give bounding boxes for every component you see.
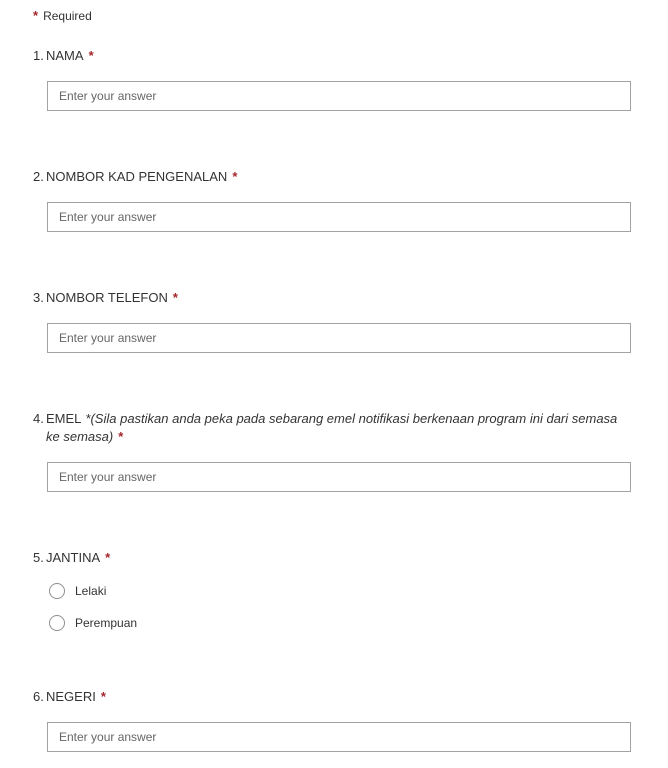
- choice-option-label[interactable]: Lelaki: [75, 584, 107, 598]
- nombor-kad-pengenalan-input[interactable]: [47, 202, 631, 232]
- required-note-label: Required: [43, 9, 92, 23]
- required-asterisk: *: [100, 689, 106, 704]
- question-title-wrap: [46, 410, 631, 446]
- question-jantina: [33, 549, 631, 631]
- choice-option-lelaki[interactable]: [49, 583, 631, 599]
- question-title-wrap: [46, 47, 631, 65]
- question-label: [33, 688, 631, 706]
- question-number: 4.: [33, 411, 44, 426]
- required-asterisk: *: [172, 290, 178, 305]
- required-asterisk: *: [232, 169, 238, 184]
- question-label: [33, 47, 631, 65]
- nombor-telefon-input[interactable]: [47, 323, 631, 353]
- radio-icon[interactable]: [49, 583, 65, 599]
- question-nama: [33, 47, 631, 111]
- choice-option-label[interactable]: Perempuan: [75, 616, 138, 630]
- question-title: EMEL: [46, 411, 82, 426]
- required-note: [33, 8, 631, 24]
- question-emel: [33, 410, 631, 492]
- question-title-wrap: [46, 168, 631, 186]
- question-title: JANTINA: [46, 550, 101, 565]
- question-title: NEGERI: [46, 689, 96, 704]
- negeri-input[interactable]: [47, 722, 631, 752]
- required-asterisk: *: [105, 550, 111, 565]
- question-nombor-telefon: [33, 289, 631, 353]
- question-label: [33, 410, 631, 446]
- question-nombor-kad-pengenalan: [33, 168, 631, 232]
- question-title-wrap: [46, 289, 631, 307]
- question-number: 2.: [33, 169, 44, 184]
- required-asterisk: *: [118, 429, 124, 444]
- question-title: NOMBOR KAD PENGENALAN: [46, 169, 228, 184]
- question-title: NOMBOR TELEFON: [46, 290, 168, 305]
- question-label: [33, 289, 631, 307]
- question-number: 6.: [33, 689, 44, 704]
- required-asterisk: *: [88, 48, 94, 63]
- question-note: *(Sila pastikan anda peka pada sebarang emel notifikasi berkenaan program ini dari semasa ke semasa): [46, 411, 618, 444]
- question-title-wrap: [46, 688, 631, 706]
- required-asterisk: *: [33, 8, 39, 23]
- question-negeri: [33, 688, 631, 752]
- question-number: 1.: [33, 48, 44, 63]
- question-number: 3.: [33, 290, 44, 305]
- question-label: [33, 168, 631, 186]
- question-title-wrap: [46, 549, 631, 567]
- nama-input[interactable]: [47, 81, 631, 111]
- choice-option-perempuan[interactable]: [49, 615, 631, 631]
- emel-input[interactable]: [47, 462, 631, 492]
- question-number: 5.: [33, 550, 44, 565]
- question-title: NAMA: [46, 48, 84, 63]
- radio-icon[interactable]: [49, 615, 65, 631]
- question-label: [33, 549, 631, 567]
